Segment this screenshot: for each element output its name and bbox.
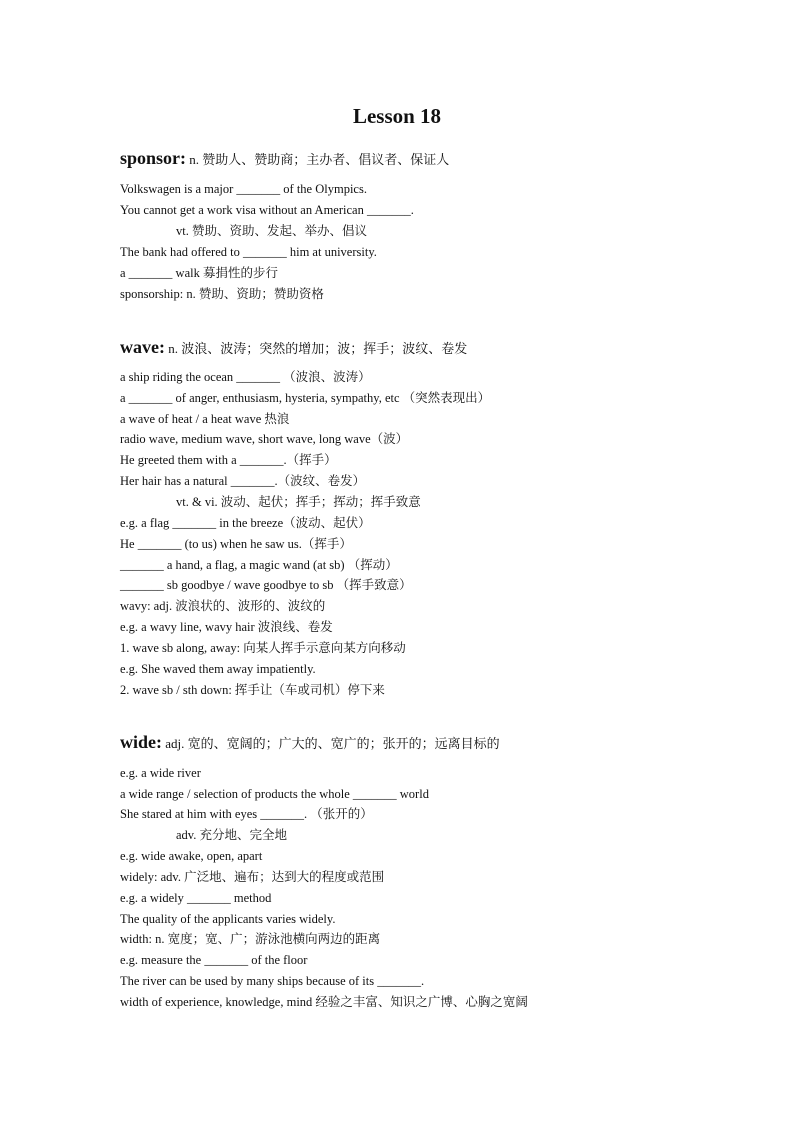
entry-line: _______ a hand, a flag, a magic wand (at sb) （挥动） — [120, 558, 398, 572]
headword-term: sponsor: — [120, 148, 187, 168]
entry-line: widely: adv. 广泛地、遍布；达到大的程度或范围 — [120, 870, 385, 884]
entry-line: a _______ walk 募捐性的步行 — [120, 266, 278, 280]
entry-line: e.g. a wide river — [120, 766, 201, 780]
entry-line: a ship riding the ocean _______ （波浪、波涛） — [120, 370, 371, 384]
entry-line: Volkswagen is a major _______ of the Olympics. — [120, 182, 367, 196]
entry-line: vt. & vi. 波动、起伏；挥手；挥动；挥手致意 — [176, 495, 421, 509]
entry-line: The bank had offered to _______ him at university. — [120, 245, 377, 259]
entry-line: adv. 充分地、完全地 — [176, 828, 287, 842]
headword-wide — [120, 732, 500, 754]
entry-line: 1. wave sb along, away: 向某人挥手示意向某方向移动 — [120, 641, 406, 655]
entry-line: a wave of heat / a heat wave 热浪 — [120, 412, 290, 426]
entry-line: She stared at him with eyes _______. （张开的） — [120, 807, 373, 821]
entry-line: width: n. 宽度；宽、广；游泳池横向两边的距离 — [120, 932, 381, 946]
entry-line: a _______ of anger, enthusiasm, hysteria, sympathy, etc （突然表现出） — [120, 391, 491, 405]
headword-wave — [120, 337, 467, 359]
entry-line: He greeted them with a _______.（挥手） — [120, 453, 337, 467]
entry-line: e.g. a wavy line, wavy hair 波浪线、卷发 — [120, 620, 333, 634]
lesson-title: Lesson 18 — [352, 104, 442, 128]
entry-line: _______ sb goodbye / wave goodbye to sb （挥手致意） — [120, 578, 412, 592]
entry-line: e.g. a flag _______ in the breeze（波动、起伏） — [120, 516, 371, 530]
headword-term: wide: — [120, 732, 162, 752]
headword-term: wave: — [120, 337, 165, 357]
entry-line: e.g. She waved them away impatiently. — [120, 662, 316, 676]
entry-line: The river can be used by many ships because of its _______. — [120, 974, 425, 988]
entry-line: width of experience, knowledge, mind 经验之丰富、知识之广博、心胸之宽阔 — [120, 995, 528, 1009]
headword-sponsor — [120, 148, 449, 170]
entry-line: 2. wave sb / sth down: 挥手让（车或司机）停下来 — [120, 683, 385, 697]
entry-line: a wide range / selection of products the whole _______ world — [120, 787, 429, 801]
headword-definition: n. 赞助人、赞助商；主办者、倡议者、保证人 — [186, 152, 450, 167]
entry-line: vt. 赞助、资助、发起、举办、倡议 — [176, 224, 367, 238]
entry-line: You cannot get a work visa without an American _______. — [120, 203, 414, 217]
entry-line: radio wave, medium wave, short wave, long wave（波） — [120, 432, 409, 446]
entry-line: e.g. a widely _______ method — [120, 891, 272, 905]
entry-line: e.g. measure the _______ of the floor — [120, 953, 308, 967]
entry-line: sponsorship: n. 赞助、资助；赞助资格 — [120, 287, 324, 301]
headword-definition: n. 波浪、波涛；突然的增加；波；挥手；波纹、卷发 — [164, 341, 468, 356]
headword-definition: adj. 宽的、宽阔的；广大的、宽广的；张开的；远离目标的 — [162, 736, 500, 751]
entry-line: wavy: adj. 波浪状的、波形的、波纹的 — [120, 599, 326, 613]
entry-line: The quality of the applicants varies widely. — [120, 912, 336, 926]
entry-line: He _______ (to us) when he saw us.（挥手） — [120, 537, 352, 551]
entry-line: e.g. wide awake, open, apart — [120, 849, 263, 863]
entry-line: Her hair has a natural _______.（波纹、卷发） — [120, 474, 366, 488]
